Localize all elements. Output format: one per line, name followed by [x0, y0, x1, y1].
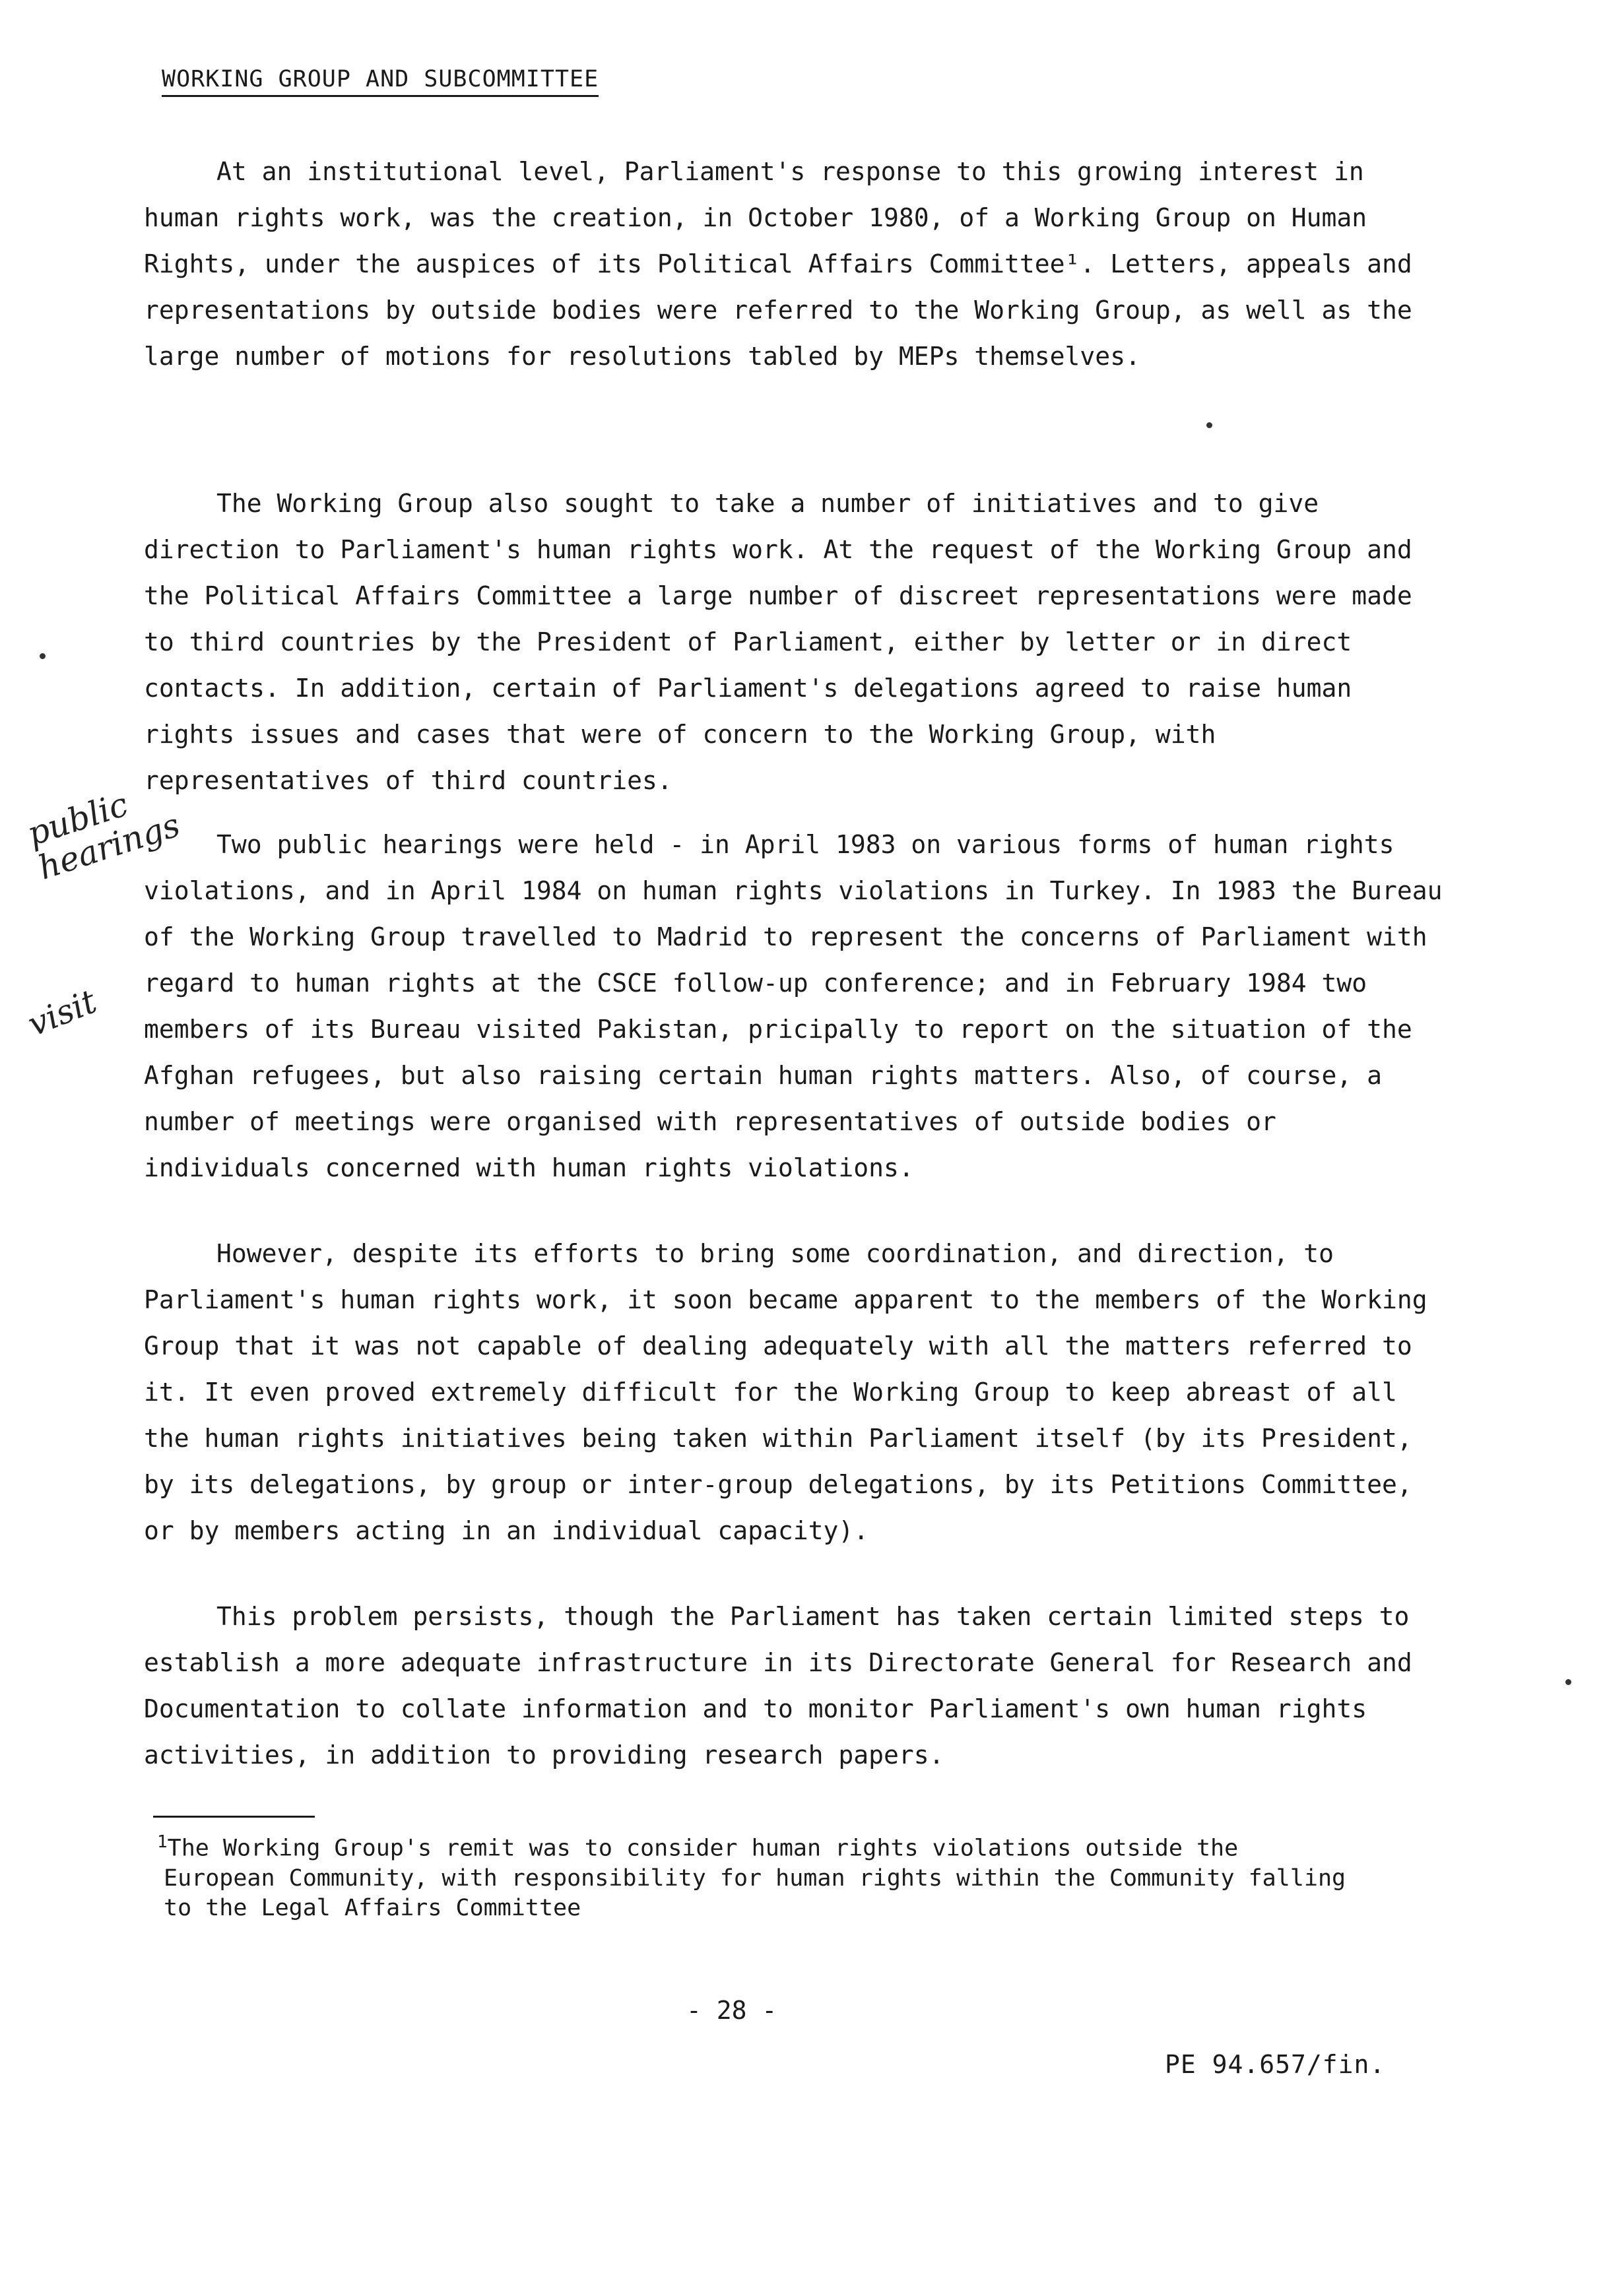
footnote-text: The Working Group's remit was to consider human rights violations outside the European Community, with responsibility for human rights within the Community falling to the Legal Affairs Committee: [164, 1835, 1346, 1921]
scan-speck: [1565, 1679, 1571, 1685]
handwritten-margin-note: public hearings: [22, 784, 185, 887]
paragraph-4: However, despite its efforts to bring some coordination, and direction, to Parliament's human rights work, it soon became apparent to the members of the Working Group that it was not capable of dealing adequately with all the matters referred to it. It even proved extremely difficult for the Working Group to keep abreast of all the human rights initiatives being taken within Parliament itself (by its President, by its delegations, by group or inter-group delegations, by its Petitions Committee, or by members acting in an individual capacity).: [144, 1239, 1427, 1545]
document-reference: PE 94.657/fin.: [1165, 2050, 1386, 2079]
paragraph-3: Two public hearings were held - in April 1983 on various forms of human rights violations, and in April 1984 on human rights violations in Turkey. In 1983 the Bureau of the Working Group travelled to Madrid to represent the concerns of Parliament with regard to human rights at the CSCE follow-up conference; and in February 1984 two members of its Bureau visited Pakistan, pricipally to report on the situation of the Afghan refugees, but also raising certain human rights matters. Also, of course, a number of meetings were organised with representatives of outside bodies or individuals concerned with human rights violations.: [144, 830, 1443, 1182]
footnote-divider: [153, 1816, 315, 1818]
handwritten-margin-note: visit: [22, 982, 102, 1044]
paragraph-5: This problem persists, though the Parliament has taken certain limited steps to establish a more adequate infrastructure in its Directorate General for Research and Documentation to collate information and to monitor Parliament's own human rights activities, in addition to providing research papers.: [144, 1602, 1412, 1770]
footnote: [157, 1828, 1352, 1923]
scan-speck: [1206, 422, 1212, 428]
paragraph-2: The Working Group also sought to take a number of initiatives and to give direction to Parliament's human rights work. At the request of the Working Group and the Political Affairs Committee a large number of discreet representations were made to third countries by the President of Parliament, either by letter or in direct contacts. In addition, certain of Parliament's delegations agreed to raise human rights issues and cases that were of concern to the Working Group, with representatives of third countries.: [144, 489, 1412, 795]
footnote-marker: 1: [157, 1832, 168, 1852]
page-number: - 28 -: [686, 1996, 777, 2025]
scan-speck: [40, 653, 46, 659]
paragraph-1: At an institutional level, Parliament's response to this growing interest in human rights work, was the creation, in October 1980, of a Working Group on Human Rights, under the auspices of its Political Affairs Committee¹. Letters, appeals and representations by outside bodies were referred to the Working Group, as well as the large number of motions for resolutions tabled by MEPs themselves.: [144, 157, 1412, 371]
section-heading: WORKING GROUP AND SUBCOMMITTEE: [162, 66, 599, 97]
